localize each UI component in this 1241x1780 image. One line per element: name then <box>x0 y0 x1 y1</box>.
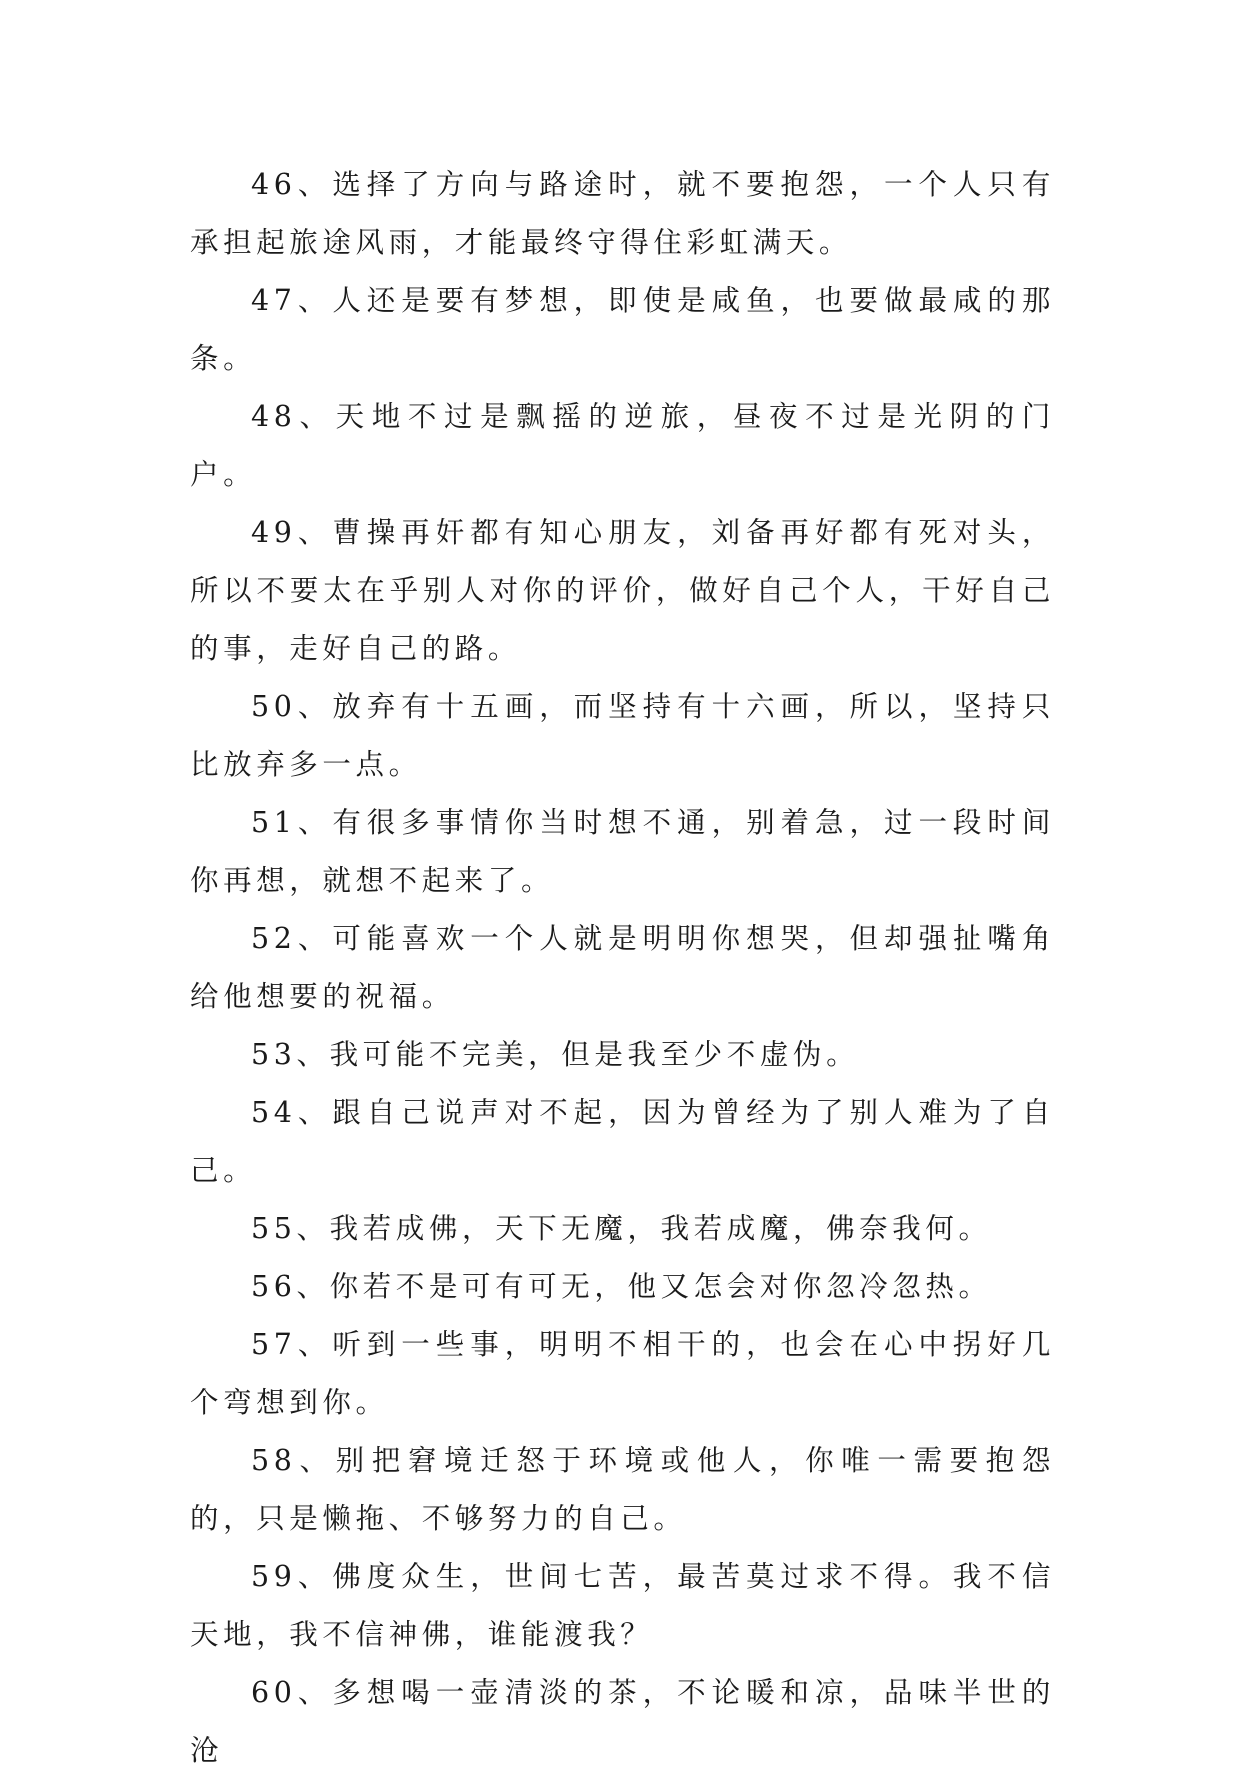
paragraph-54: 54、跟自己说声对不起，因为曾经为了别人难为了自己。 <box>190 1096 1055 1187</box>
paragraph-53: 53、我可能不完美，但是我至少不虚伪。 <box>251 1038 860 1071</box>
paragraph-50: 50、放弃有十五画，而坚持有十六画，所以，坚持只比放弃多一点。 <box>190 690 1055 781</box>
paragraph-60: 60、多想喝一壶清淡的茶，不论暖和凉，品味半世的沧 <box>190 1676 1055 1767</box>
paragraph-55: 55、我若成佛，天下无魔，我若成魔，佛奈我何。 <box>251 1212 992 1245</box>
paragraph-58: 58、别把窘境迁怒于环境或他人，你唯一需要抱怨的，只是懒拖、不够努力的自己。 <box>190 1444 1055 1535</box>
paragraph-49: 49、曹操再奸都有知心朋友，刘备再好都有死对头，所以不要太在乎别人对你的评价，做好自己个人，干好自己的事，走好自己的路。 <box>190 516 1055 665</box>
paragraph-48: 48、天地不过是飘摇的逆旅，昼夜不过是光阴的门户。 <box>190 400 1055 491</box>
paragraph-59: 59、佛度众生，世间七苦，最苦莫过求不得。我不信天地，我不信神佛，谁能渡我？ <box>190 1560 1055 1651</box>
document-body <box>190 156 1055 1780</box>
paragraph-57: 57、听到一些事，明明不相干的，也会在心中拐好几个弯想到你。 <box>190 1328 1055 1419</box>
paragraph-56: 56、你若不是可有可无，他又怎会对你忽冷忽热。 <box>251 1270 992 1303</box>
paragraph-47: 47、人还是要有梦想，即使是咸鱼，也要做最咸的那条。 <box>190 284 1055 375</box>
paragraph-51: 51、有很多事情你当时想不通，别着急，过一段时间你再想，就想不起来了。 <box>190 806 1055 897</box>
paragraph-52: 52、可能喜欢一个人就是明明你想哭，但却强扯嘴角给他想要的祝福。 <box>190 922 1055 1013</box>
paragraph-46: 46、选择了方向与路途时，就不要抱怨，一个人只有承担起旅途风雨，才能最终守得住彩虹满天。 <box>190 168 1055 259</box>
